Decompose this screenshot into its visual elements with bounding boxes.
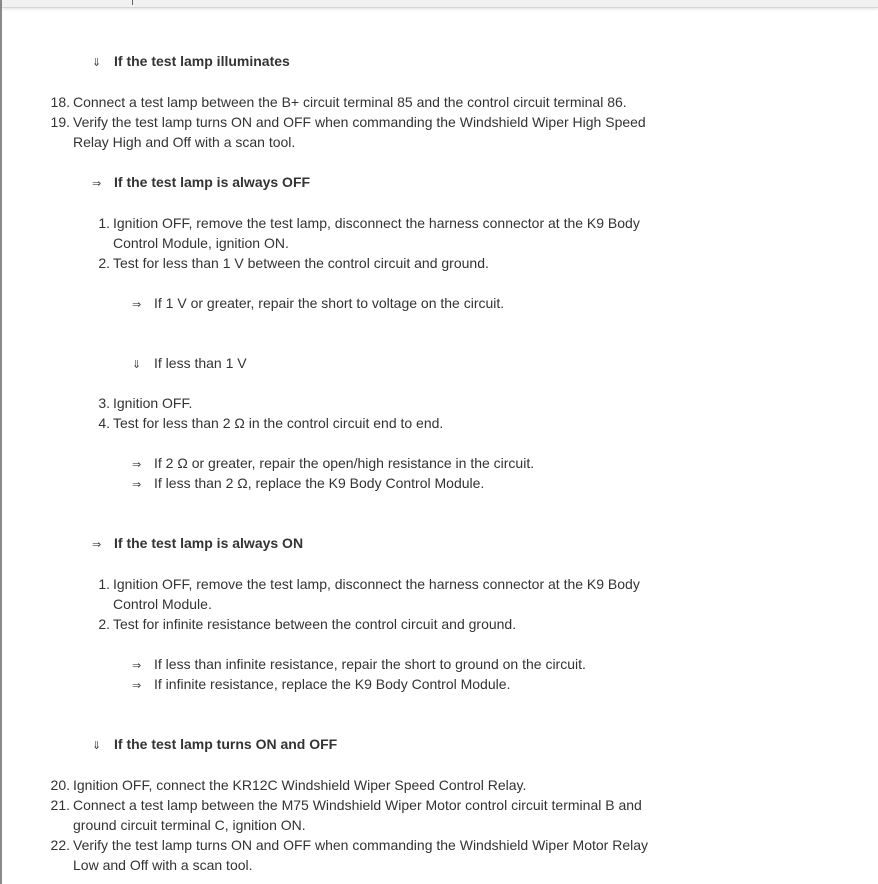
off-substep-4-text: Test for less than 2 Ω in the control circuit end to end. bbox=[113, 415, 444, 431]
on-substep-2-text: Test for infinite resistance between the control circuit and ground. bbox=[113, 616, 517, 632]
off-substep-1-line2: Control Module, ignition ON. bbox=[113, 235, 289, 251]
step-number: 19. bbox=[50, 114, 70, 130]
result-test-lamp-illuminates bbox=[92, 51, 290, 73]
right-arrow-icon: ⇒ bbox=[92, 538, 102, 551]
step-number: 22. bbox=[50, 837, 70, 853]
on-result-infinite bbox=[132, 674, 510, 696]
result-heading: If the test lamp is always ON bbox=[114, 535, 304, 551]
step-number: 20. bbox=[50, 777, 70, 793]
result-always-off bbox=[92, 172, 310, 194]
substep-number: 1. bbox=[98, 576, 110, 592]
right-arrow-icon: ⇒ bbox=[92, 177, 102, 190]
step-19-line1: Verify the test lamp turns ON and OFF when commanding the Windshield Wiper High Speed bbox=[73, 114, 646, 130]
top-scroll-shadow-bar bbox=[2, 0, 878, 8]
step-22-line1: Verify the test lamp turns ON and OFF when commanding the Windshield Wiper Motor Relay bbox=[73, 837, 649, 853]
substep-number: 2. bbox=[98, 255, 110, 271]
off-result-less-than-1v bbox=[132, 353, 247, 375]
step-22-line2: Low and Off with a scan tool. bbox=[73, 857, 253, 873]
result-heading: If the test lamp illuminates bbox=[114, 53, 290, 69]
step-21-line1: Connect a test lamp between the M75 Windshield Wiper Motor control circuit terminal B and bbox=[73, 797, 642, 813]
substep-number: 2. bbox=[98, 616, 110, 632]
right-arrow-icon: ⇒ bbox=[132, 679, 142, 692]
right-arrow-icon: ⇒ bbox=[132, 478, 142, 491]
right-arrow-icon: ⇒ bbox=[132, 659, 142, 672]
on-substep-1-line2: Control Module. bbox=[113, 596, 212, 612]
result-text: If less than 2 Ω, replace the K9 Body Control Module. bbox=[154, 475, 485, 491]
result-always-on bbox=[92, 533, 303, 555]
step-number: 21. bbox=[50, 797, 70, 813]
step-21-line2: ground circuit terminal C, ignition ON. bbox=[73, 817, 306, 833]
result-text: If 1 V or greater, repair the short to voltage on the circuit. bbox=[154, 295, 505, 311]
substep-number: 4. bbox=[98, 415, 110, 431]
result-text: If less than 1 V bbox=[154, 355, 247, 371]
off-result-less-than-2ohm bbox=[132, 473, 484, 495]
on-substep-1-line1: Ignition OFF, remove the test lamp, disconnect the harness connector at the K9 Body bbox=[113, 576, 640, 592]
result-text: If infinite resistance, replace the K9 Body Control Module. bbox=[154, 676, 511, 692]
off-substep-1-line1: Ignition OFF, remove the test lamp, disconnect the harness connector at the K9 Body bbox=[113, 215, 640, 231]
result-text: If 2 Ω or greater, repair the open/high resistance in the circuit. bbox=[154, 455, 535, 471]
step-19-line2: Relay High and Off with a scan tool. bbox=[73, 134, 296, 150]
top-tick-mark bbox=[132, 0, 133, 5]
right-arrow-icon: ⇒ bbox=[132, 458, 142, 471]
substep-number: 3. bbox=[98, 395, 110, 411]
result-heading: If the test lamp is always OFF bbox=[114, 174, 311, 190]
down-arrow-icon: ⇓ bbox=[132, 358, 142, 371]
right-arrow-icon: ⇒ bbox=[132, 298, 142, 311]
on-result-less-than-infinite bbox=[132, 654, 586, 676]
down-arrow-icon: ⇓ bbox=[92, 739, 102, 752]
off-substep-2-text: Test for less than 1 V between the control circuit and ground. bbox=[113, 255, 489, 271]
down-arrow-icon: ⇓ bbox=[92, 56, 102, 69]
window-left-border bbox=[0, 0, 2, 884]
result-heading: If the test lamp turns ON and OFF bbox=[114, 736, 338, 752]
step-18-text: Connect a test lamp between the B+ circuit terminal 85 and the control circuit terminal 86. bbox=[73, 94, 627, 110]
off-result-1v-or-greater bbox=[132, 293, 504, 315]
result-text: If less than infinite resistance, repair the short to ground on the circuit. bbox=[154, 656, 586, 672]
step-20-text: Ignition OFF, connect the KR12C Windshield Wiper Speed Control Relay. bbox=[73, 777, 527, 793]
substep-number: 1. bbox=[98, 215, 110, 231]
off-substep-3-text: Ignition OFF. bbox=[113, 395, 193, 411]
off-result-2ohm-or-greater bbox=[132, 453, 534, 475]
result-turns-on-and-off bbox=[92, 734, 337, 756]
step-number: 18. bbox=[50, 94, 70, 110]
